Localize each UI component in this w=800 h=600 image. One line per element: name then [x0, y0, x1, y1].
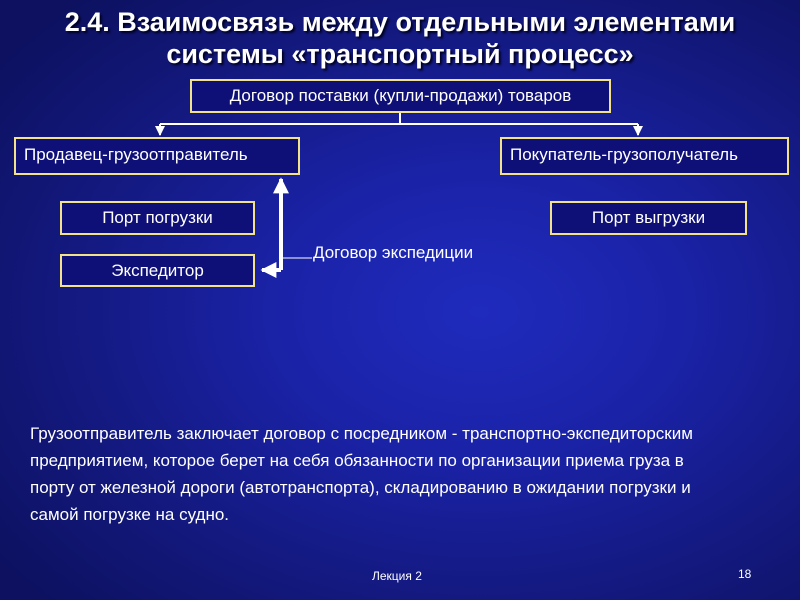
loading-port-label: Порт погрузки	[102, 208, 213, 227]
forwarder-label: Экспедитор	[111, 261, 204, 280]
seller-shipper-box	[14, 137, 300, 175]
buyer-consignee-box	[500, 137, 789, 175]
buyer-consignee-label: Покупатель-грузополучатель	[510, 145, 738, 164]
slide-title-line-1: 2.4. Взаимосвязь между отдельными элементами	[64, 7, 736, 37]
forwarder-box	[60, 254, 255, 287]
seller-shipper-label: Продавец-грузоотправитель	[24, 145, 248, 164]
loading-port-box	[60, 201, 255, 235]
unloading-port-label: Порт выгрузки	[591, 208, 706, 227]
slide-title-line-2: системы «транспортный процесс»	[166, 39, 634, 69]
footer-lecture: Лекция 2	[372, 569, 422, 583]
expedition-contract-label: Договор экспедиции	[313, 243, 474, 262]
unloading-port-box	[550, 201, 747, 235]
body-paragraph: Грузоотправитель заключает договор с посредником - транспортно-экспедиторским предприятием, которое берет на себя обязанности по организации приема груза в порту от железной дороги (автотранспорта), складированию в ожидании погрузки и самой погрузке на судно.	[30, 424, 693, 524]
supply-contract-box	[190, 79, 611, 113]
supply-contract-label: Договор поставки (купли-продажи) товаров	[229, 86, 572, 105]
footer-page-number: 18	[738, 567, 752, 581]
